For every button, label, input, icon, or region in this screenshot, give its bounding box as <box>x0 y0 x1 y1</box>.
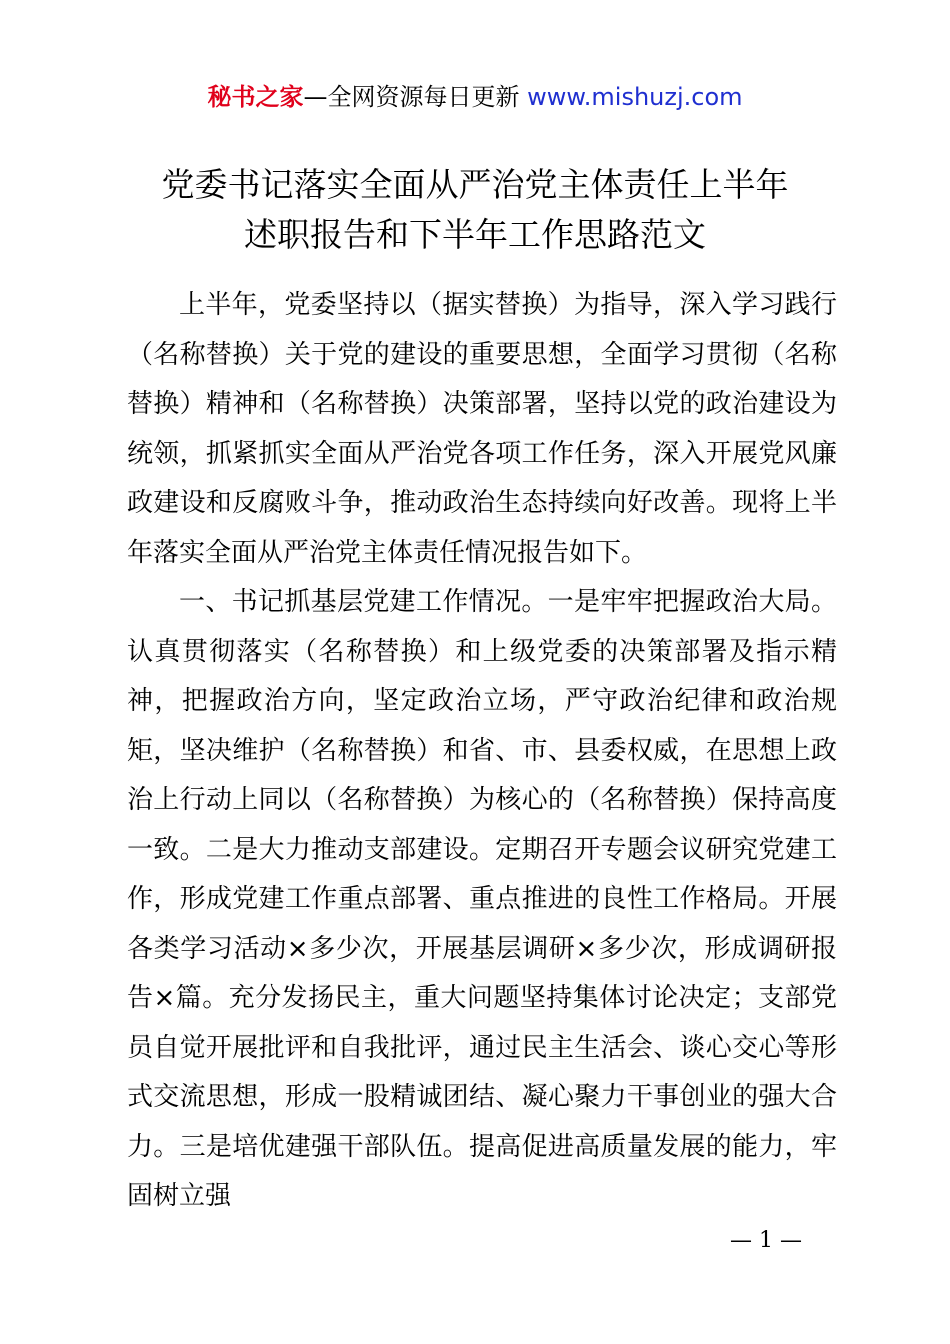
document-body <box>127 281 837 1222</box>
title-line-2: 述职报告和下半年工作思路范文 <box>244 215 706 254</box>
site-url-link[interactable]: www.mishuzj.com <box>527 83 743 111</box>
title-line-1: 党委书记落实全面从严治党主体责任上半年 <box>161 165 789 204</box>
site-brand: 秘书之家 <box>207 83 304 111</box>
site-tagline: —全网资源每日更新 <box>303 83 528 111</box>
site-header <box>0 80 950 114</box>
page-number: — 1 — <box>730 1228 802 1253</box>
document-title <box>100 160 850 260</box>
paragraph-section-1: 一、书记抓基层党建工作情况。一是牢牢把握政治大局。认真贯彻落实（名称替换）和上级党委的决策部署及指示精神，把握政治方向，坚定政治立场，严守政治纪律和政治规矩，坚决维护（名称替换）和省、市、县委权威，在思想上政治上行动上同以（名称替换）为核心的（名称替换）保持高度一致。二是大力推动支部建设。定期召开专题会议研究党建工作，形成党建工作重点部署、重点推进的良性工作格局。开展各类学习活动×多少次，开展基层调研×多少次，形成调研报告×篇。充分发扬民主，重大问题坚持集体讨论决定；支部党员自觉开展批评和自我批评，通过民主生活会、谈心交心等形式交流思想，形成一股精诚团结、凝心聚力干事创业的强大合力。三是培优建强干部队伍。提高促进高质量发展的能力，牢固树立强 <box>127 587 837 1211</box>
paragraph-intro: 上半年，党委坚持以（据实替换）为指导，深入学习践行（名称替换）关于党的建设的重要思想，全面学习贯彻（名称替换）精神和（名称替换）决策部署，坚持以党的政治建设为统领，抓紧抓实全面从严治党各项工作任务，深入开展党风廉政建设和反腐败斗争，推动政治生态持续向好改善。现将上半年落实全面从严治党主体责任情况报告如下。 <box>127 290 837 568</box>
